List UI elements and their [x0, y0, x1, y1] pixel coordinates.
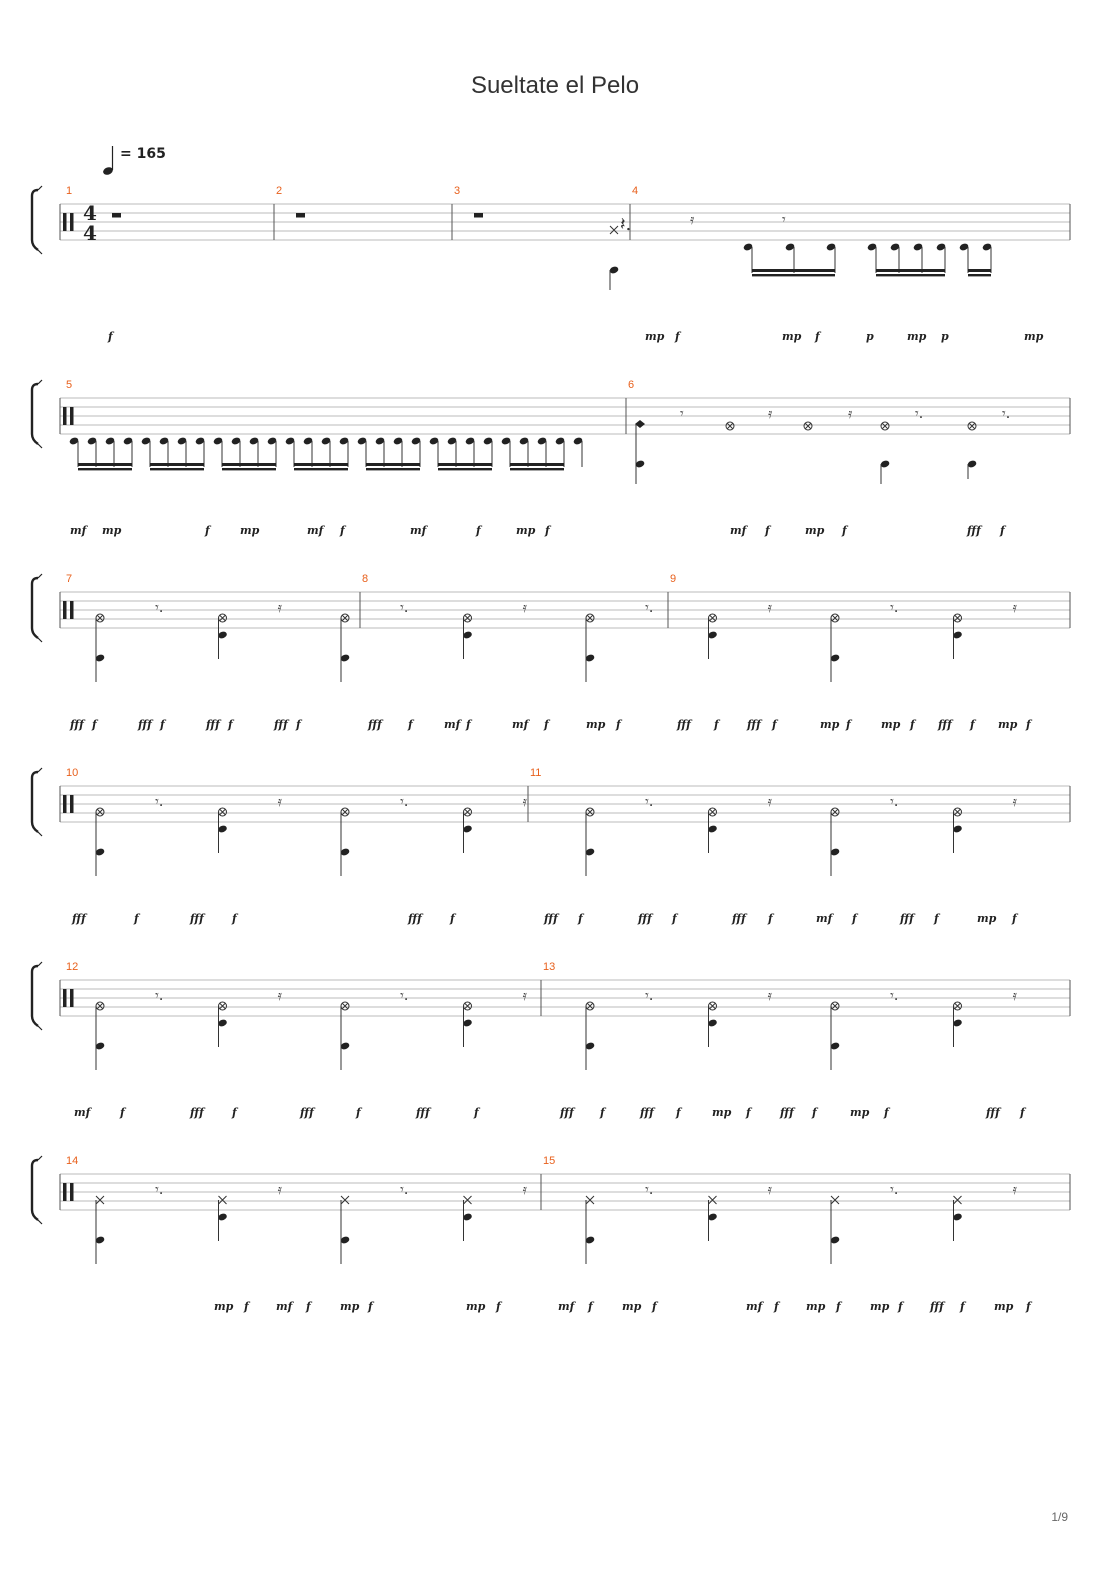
- beam: [752, 269, 835, 272]
- dynamic-marking: f: [120, 1106, 125, 1119]
- svg-text:𝄽.: 𝄽.: [620, 214, 632, 235]
- cymbal-notehead: [709, 1196, 717, 1204]
- notation: [95, 600, 1018, 682]
- dynamic-marking: fff: [72, 912, 86, 925]
- staff-svg: [30, 568, 1080, 738]
- dynamic-marking: fff: [70, 718, 84, 731]
- eighth-rest: 𝄾.: [890, 600, 899, 616]
- tempo-marking: [100, 140, 180, 180]
- notation: [95, 988, 1018, 1070]
- dynamic-marking: mf: [512, 718, 529, 731]
- measure-number: 14: [66, 1155, 79, 1167]
- dynamic-marking: f: [884, 1106, 889, 1119]
- dynamic-marking: f: [1020, 1106, 1025, 1119]
- dynamic-marking: f: [898, 1300, 903, 1313]
- dynamic-marking: f: [466, 718, 471, 731]
- staff-svg: [30, 180, 1080, 350]
- dynamic-marking: fff: [206, 718, 220, 731]
- dynamic-marking: f: [836, 1300, 841, 1313]
- dynamic-marking: f: [232, 912, 237, 925]
- dynamic-marking: mf: [558, 1300, 575, 1313]
- measure-number: 7: [66, 573, 73, 585]
- eighth-rest: 𝄾.: [400, 1182, 409, 1198]
- dynamic-marking: fff: [640, 1106, 654, 1119]
- dynamic-marking: mf: [70, 524, 87, 537]
- dynamic-marking: f: [672, 912, 677, 925]
- eighth-rest: 𝄾: [680, 406, 684, 422]
- dynamic-marking: fff: [190, 1106, 204, 1119]
- dynamic-marking: mp: [806, 1300, 826, 1313]
- system-bracket: [32, 384, 38, 444]
- sixteenth-rest: 𝄿: [522, 1182, 527, 1198]
- beam: [222, 463, 276, 466]
- notation: [69, 406, 1010, 484]
- eighth-rest: 𝄾.: [890, 988, 899, 1004]
- eighth-rest: 𝄾.: [890, 1182, 899, 1198]
- staff-system: [30, 956, 1080, 1126]
- dynamic-marking: mf: [410, 524, 427, 537]
- eighth-rest: 𝄾.: [645, 1182, 654, 1198]
- dynamic-marking: f: [368, 1300, 373, 1313]
- dynamic-marking: fff: [747, 718, 761, 731]
- eighth-rest: 𝄾.: [155, 794, 164, 810]
- dynamic-marking: f: [228, 718, 233, 731]
- sixteenth-rest: 𝄿: [277, 600, 282, 616]
- sixteenth-rest: 𝄿: [522, 600, 527, 616]
- staff-system: [30, 1150, 1080, 1320]
- dynamic-marking: f: [244, 1300, 249, 1313]
- staff-system: [30, 762, 1080, 932]
- dynamic-marking: f: [714, 718, 719, 731]
- eighth-rest: 𝄾.: [645, 988, 654, 1004]
- sixteenth-rest: 𝄿: [767, 988, 772, 1004]
- dynamic-marking: mf: [444, 718, 461, 731]
- measure-number: 6: [628, 379, 635, 391]
- staff-svg: [30, 762, 1080, 932]
- dynamic-marking: fff: [677, 718, 691, 731]
- cymbal-notehead: [219, 1196, 227, 1204]
- beam: [438, 463, 492, 466]
- measure-number: 8: [362, 573, 369, 585]
- eighth-rest: 𝄾.: [155, 1182, 164, 1198]
- eighth-rest: 𝄾.: [155, 600, 164, 616]
- dynamic-marking: fff: [732, 912, 746, 925]
- dynamic-marking: mf: [816, 912, 833, 925]
- dynamic-marking: f: [296, 718, 301, 731]
- percussion-clef: [63, 407, 67, 425]
- dynamic-marking: fff: [416, 1106, 430, 1119]
- dynamic-marking: mp: [1024, 330, 1044, 343]
- dynamic-marking: mp: [516, 524, 536, 537]
- dynamic-marking: mp: [994, 1300, 1014, 1313]
- dynamic-marking: mp: [340, 1300, 360, 1313]
- dynamic-marking: f: [934, 912, 939, 925]
- measure-number: 2: [276, 185, 283, 197]
- system-bracket: [32, 190, 38, 250]
- dynamic-marking: mp: [586, 718, 606, 731]
- percussion-clef: [63, 989, 67, 1007]
- dynamic-marking: f: [1000, 524, 1005, 537]
- dynamic-marking: p: [941, 330, 949, 343]
- dynamic-marking: f: [1026, 718, 1031, 731]
- sixteenth-rest: 𝄿: [1012, 988, 1017, 1004]
- cymbal-notehead: [954, 1196, 962, 1204]
- half-rest: [112, 213, 121, 218]
- score-title: Sueltate el Pelo: [470, 72, 640, 99]
- dynamic-marking: f: [474, 1106, 479, 1119]
- staff-system: [30, 568, 1080, 738]
- dynamic-marking: mp: [850, 1106, 870, 1119]
- dynamic-marking: f: [545, 524, 550, 537]
- notation: [112, 212, 992, 290]
- dynamic-marking: fff: [967, 524, 981, 537]
- dynamic-marking: fff: [138, 718, 152, 731]
- dynamic-marking: mf: [74, 1106, 91, 1119]
- cymbal-notehead: [341, 1196, 349, 1204]
- dynamic-marking: mp: [820, 718, 840, 731]
- measure-number: 12: [66, 961, 79, 973]
- system-bracket: [32, 1160, 38, 1220]
- measure-number: 1: [66, 185, 73, 197]
- percussion-clef: [63, 213, 67, 231]
- dynamic-marking: fff: [930, 1300, 944, 1313]
- sixteenth-rest: 𝄿: [848, 406, 853, 422]
- dynamic-marking: fff: [780, 1106, 794, 1119]
- sixteenth-rest: 𝄿: [767, 794, 772, 810]
- dynamic-marking: f: [306, 1300, 311, 1313]
- quarter-note-icon: [100, 140, 120, 180]
- cymbal-notehead: [831, 1196, 839, 1204]
- dynamic-marking: f: [842, 524, 847, 537]
- staff-svg: [30, 956, 1080, 1126]
- cymbal-notehead: [586, 1196, 594, 1204]
- dynamic-marking: mp: [977, 912, 997, 925]
- dynamic-marking: mp: [645, 330, 665, 343]
- dynamic-marking: f: [108, 330, 113, 343]
- page-number: 1/9: [1051, 1510, 1068, 1524]
- sixteenth-rest: 𝄿: [767, 1182, 772, 1198]
- beam: [294, 463, 348, 466]
- dynamic-marking: mf: [730, 524, 747, 537]
- dynamic-marking: mp: [805, 524, 825, 537]
- dynamic-marking: f: [356, 1106, 361, 1119]
- dynamic-marking: fff: [986, 1106, 1000, 1119]
- dynamic-marking: mp: [712, 1106, 732, 1119]
- eighth-rest: 𝄾.: [400, 600, 409, 616]
- dynamic-marking: f: [544, 718, 549, 731]
- measure-number: 10: [66, 767, 79, 779]
- half-rest: [474, 213, 483, 218]
- dynamic-marking: fff: [190, 912, 204, 925]
- sixteenth-rest: 𝄿: [277, 794, 282, 810]
- eighth-rest: 𝄾.: [915, 406, 924, 422]
- eighth-rest: 𝄾.: [645, 794, 654, 810]
- dynamic-marking: p: [866, 330, 874, 343]
- dynamic-marking: mp: [622, 1300, 642, 1313]
- beam: [876, 269, 945, 272]
- cymbal-notehead: [96, 1196, 104, 1204]
- sixteenth-rest: 𝄿: [277, 1182, 282, 1198]
- time-signature-bottom: 4: [83, 221, 97, 245]
- sixteenth-rest: 𝄿: [1012, 794, 1017, 810]
- dynamic-marking: fff: [544, 912, 558, 925]
- sixteenth-rest: 𝄿: [768, 406, 773, 422]
- percussion-clef: [63, 601, 67, 619]
- dynamic-marking: fff: [638, 912, 652, 925]
- sixteenth-rest: 𝄿: [1012, 1182, 1017, 1198]
- dynamic-marking: f: [340, 524, 345, 537]
- eighth-rest: 𝄾.: [400, 988, 409, 1004]
- cymbal-notehead: [610, 226, 618, 234]
- measure-number: 15: [543, 1155, 556, 1167]
- dynamic-marking: f: [765, 524, 770, 537]
- dynamic-marking: fff: [900, 912, 914, 925]
- percussion-clef: [63, 795, 67, 813]
- dynamic-marking: fff: [408, 912, 422, 925]
- dynamic-marking: f: [746, 1106, 751, 1119]
- eighth-rest: 𝄾.: [155, 988, 164, 1004]
- time-signature-top: 4: [83, 201, 97, 225]
- dynamic-marking: f: [772, 718, 777, 731]
- dynamic-marking: mp: [870, 1300, 890, 1313]
- dynamic-marking: mp: [907, 330, 927, 343]
- dynamic-marking: f: [616, 718, 621, 731]
- eighth-rest: 𝄾.: [400, 794, 409, 810]
- dynamic-marking: f: [652, 1300, 657, 1313]
- sixteenth-rest: 𝄿: [522, 794, 527, 810]
- measure-number: 11: [530, 767, 542, 779]
- dynamic-marking: fff: [938, 718, 952, 731]
- dynamic-marking: mp: [881, 718, 901, 731]
- eighth-rest: 𝄾: [782, 212, 786, 228]
- dynamic-marking: fff: [300, 1106, 314, 1119]
- dynamic-marking: mf: [307, 524, 324, 537]
- dynamic-marking: mp: [466, 1300, 486, 1313]
- dynamic-marking: mf: [276, 1300, 293, 1313]
- dynamic-marking: f: [910, 718, 915, 731]
- dynamic-marking: f: [134, 912, 139, 925]
- measure-number: 5: [66, 379, 73, 391]
- beam: [510, 463, 564, 466]
- sixteenth-rest: 𝄿: [1012, 600, 1017, 616]
- dynamic-marking: f: [676, 1106, 681, 1119]
- measure-number: 9: [670, 573, 677, 585]
- dynamic-marking: fff: [560, 1106, 574, 1119]
- system-bracket: [32, 772, 38, 832]
- dynamic-marking: f: [846, 718, 851, 731]
- beam: [150, 463, 204, 466]
- measure-number: 3: [454, 185, 461, 197]
- system-bracket: [32, 966, 38, 1026]
- dynamic-marking: mp: [782, 330, 802, 343]
- sixteenth-rest: 𝄿: [522, 988, 527, 1004]
- tempo-bpm: = 165: [120, 146, 166, 162]
- beam: [78, 463, 132, 466]
- dynamic-marking: f: [496, 1300, 501, 1313]
- staff-svg: [30, 1150, 1080, 1320]
- sixteenth-rest: 𝄿: [767, 600, 772, 616]
- measure-number: 4: [632, 185, 639, 197]
- dynamic-marking: f: [774, 1300, 779, 1313]
- dynamic-marking: f: [970, 718, 975, 731]
- notation: [95, 1182, 1018, 1264]
- half-rest: [296, 213, 305, 218]
- dynamic-marking: f: [675, 330, 680, 343]
- eighth-rest: 𝄾.: [1002, 406, 1011, 422]
- system-bracket: [32, 578, 38, 638]
- dynamic-marking: f: [578, 912, 583, 925]
- sixteenth-rest: 𝄿: [277, 988, 282, 1004]
- beam: [366, 463, 420, 466]
- dynamic-marking: f: [205, 524, 210, 537]
- dynamic-marking: f: [768, 912, 773, 925]
- dynamic-marking: f: [450, 912, 455, 925]
- dynamic-marking: f: [1012, 912, 1017, 925]
- dynamic-marking: mp: [102, 524, 122, 537]
- dynamic-marking: f: [960, 1300, 965, 1313]
- dynamic-marking: f: [812, 1106, 817, 1119]
- dynamic-marking: f: [408, 718, 413, 731]
- dynamic-marking: f: [476, 524, 481, 537]
- eighth-rest: 𝄾.: [890, 794, 899, 810]
- dynamic-marking: f: [588, 1300, 593, 1313]
- dynamic-marking: fff: [274, 718, 288, 731]
- dynamic-marking: f: [1026, 1300, 1031, 1313]
- cymbal-notehead: [464, 1196, 472, 1204]
- dynamic-marking: f: [232, 1106, 237, 1119]
- dynamic-marking: f: [600, 1106, 605, 1119]
- dynamic-marking: f: [815, 330, 820, 343]
- staff-svg: [30, 374, 1080, 544]
- staff-system: [30, 374, 1080, 544]
- dynamic-marking: mp: [214, 1300, 234, 1313]
- eighth-rest: 𝄾.: [645, 600, 654, 616]
- dynamic-marking: f: [852, 912, 857, 925]
- dynamic-marking: mf: [746, 1300, 763, 1313]
- measure-number: 13: [543, 961, 556, 973]
- dynamic-marking: f: [160, 718, 165, 731]
- beam: [968, 269, 991, 272]
- sixteenth-rest: 𝄿: [690, 212, 695, 228]
- dynamic-marking: mp: [240, 524, 260, 537]
- dynamic-marking: fff: [368, 718, 382, 731]
- notation: [95, 794, 1018, 876]
- staff-system: [30, 180, 1080, 350]
- percussion-clef: [63, 1183, 67, 1201]
- dynamic-marking: f: [92, 718, 97, 731]
- dynamic-marking: mp: [998, 718, 1018, 731]
